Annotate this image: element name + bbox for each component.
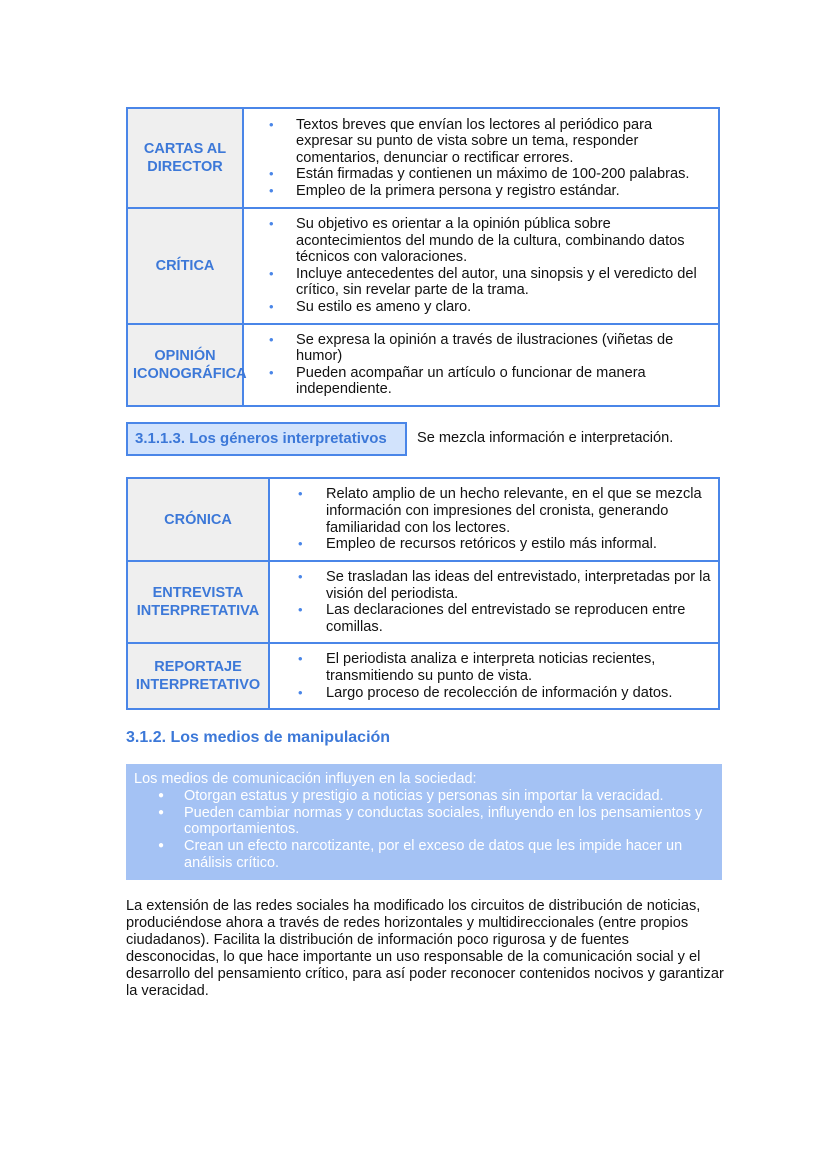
table-row [127,108,719,208]
list-item: ● Crean un efecto narcotizante, por el exceso de datos que les impide hacer un análisis crítico. [134,838,714,872]
bullet-list [134,788,714,872]
bullet-list [244,216,712,316]
list-item: • Su estilo es ameno y claro. [244,299,712,316]
row-content [269,561,719,643]
row-label-text: OPINIÓN ICONOGRÁFICA [133,347,247,382]
bullet-list [244,332,712,398]
table-row [127,643,719,709]
row-content [243,208,719,324]
table-row [127,478,719,561]
list-item: ● Pueden cambiar normas y conductas sociales, influyendo en los pensamientos y comportamientos. [134,805,714,839]
row-label [127,108,243,208]
highlight-box [126,764,722,880]
list-item: ● Otorgan estatus y prestigio a noticias y personas sin importar la veracidad. [134,788,714,805]
row-content [269,478,719,561]
table-row [127,324,719,406]
list-item: • Largo proceso de recolección de información y datos. [270,685,712,702]
bullet-list [270,569,712,635]
list-item: • Relato amplio de un hecho relevante, en el que se mezcla información con impresiones del cronista, generando familiaridad con los lectores. [270,486,712,536]
list-item: • Incluye antecedentes del autor, una sinopsis y el veredicto del crítico, sin revelar parte de la trama. [244,266,712,299]
list-item: • Su objetivo es orientar a la opinión pública sobre acontecimientos del mundo de la cultura, combinando datos técnicos con valoraciones. [244,216,712,266]
row-label-text: REPORTAJE INTERPRETATIVO [135,659,261,694]
row-label [127,324,247,406]
opinion-genres-table [126,107,720,407]
list-item: • Textos breves que envían los lectores al periódico para expresar su punto de vista sobre un tema, responder comentarios, denunciar o rectificar errores. [244,117,712,167]
table-row [127,208,719,324]
interpretive-genres-table [126,477,720,710]
row-label-text: CARTAS AL DIRECTOR [143,141,227,175]
subsection-heading: 3.1.1.3. Los géneros interpretativos [126,422,407,456]
list-item: • Están firmadas y contienen un máximo de 100-200 palabras. [244,166,712,183]
row-label: CRÓNICA [127,478,269,561]
row-label: CRÍTICA [127,208,243,324]
row-content [243,108,719,208]
table-row [127,561,719,643]
subsection-description: Se mezcla información e interpretación. [417,430,674,446]
list-item: • Empleo de recursos retóricos y estilo más informal. [270,536,712,553]
list-item: • Se trasladan las ideas del entrevistado, interpretadas por la visión del periodista. [270,569,712,602]
row-label [127,643,269,709]
list-item: • Pueden acompañar un artículo o funcionar de manera independiente. [244,365,712,398]
bullet-list [270,486,712,552]
bullet-list [270,651,712,701]
section-title: 3.1.2. Los medios de manipulación [126,729,391,746]
list-item: • Empleo de la primera persona y registro estándar. [244,183,712,200]
list-item: • El periodista analiza e interpreta noticias recientes, transmitiendo su punto de vista. [270,651,712,684]
highlight-intro: Los medios de comunicación influyen en la sociedad: [134,771,477,787]
list-item: • Se expresa la opinión a través de ilustraciones (viñetas de humor) [244,332,712,365]
row-label [127,561,269,643]
row-label-text: ENTREVISTA INTERPRETATIVA [136,585,260,620]
row-content [269,643,719,709]
bullet-list [244,117,712,200]
list-item: • Las declaraciones del entrevistado se reproducen entre comillas. [270,602,712,635]
row-content [243,324,719,406]
body-paragraph: La extensión de las redes sociales ha modificado los circuitos de distribución de noticias, produciéndose ahora a través de redes horizontales y multidireccionales (entre propios ciudadanos). Facilita la distribución de información poco rigurosa y de fuentes desconocidas, lo que hace importante un uso responsable de la comunicación social y el desarrollo del pensamiento crítico, para así poder reconocer contenidos nocivos y garantizar la veracidad. [126,898,724,999]
